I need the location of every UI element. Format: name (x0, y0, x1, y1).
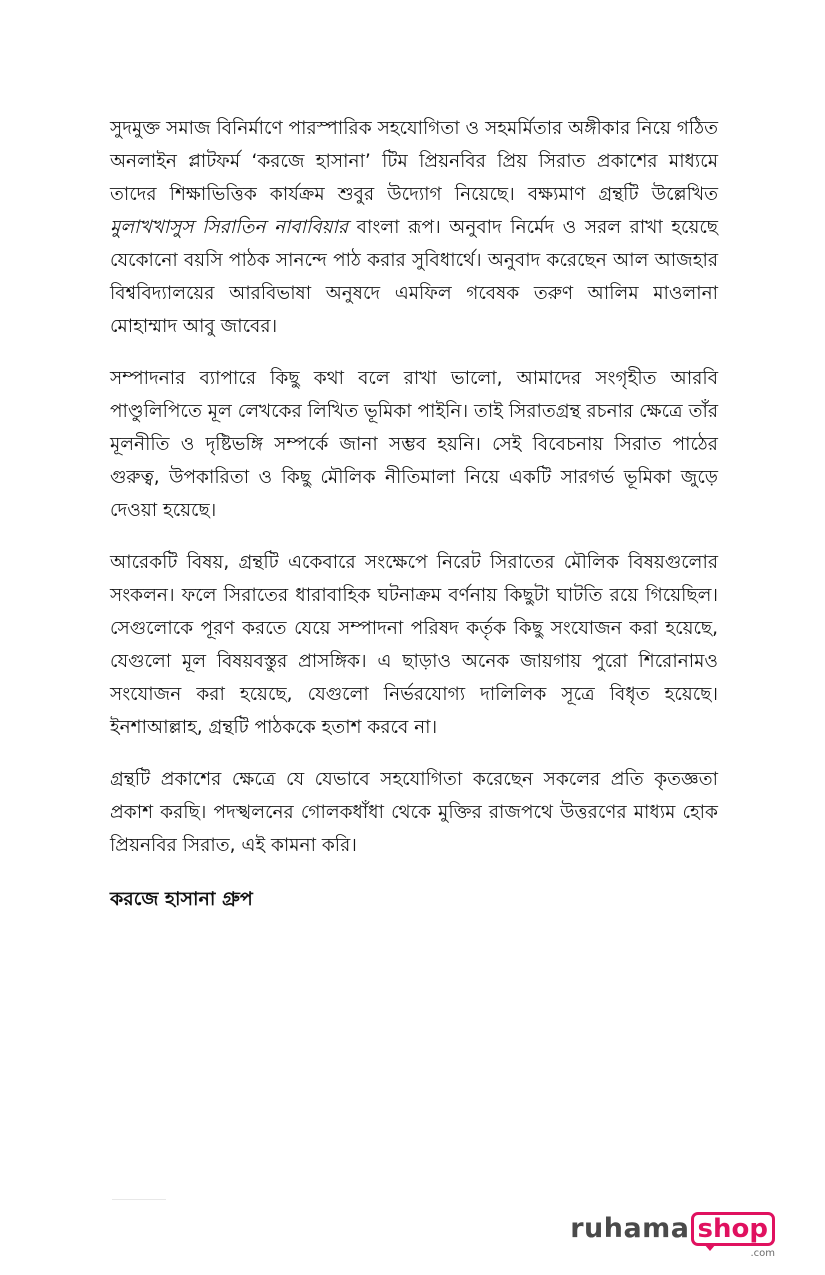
preface-text (110, 112, 718, 914)
ruhamashop-logo (570, 1212, 775, 1260)
book-title-italic: মুলাখখাসুস সিরাতিন নাবাবিয়ার (110, 217, 349, 238)
paragraph-1-end: বাংলা রূপ। অনুবাদ নির্মেদ ও সরল রাখা হয়েছে যেকোনো বয়সি পাঠক সানন্দে পাঠ করার সুবিধার্থে। অনুবাদ করেছেন আল আজহার বিশ্ববিদ্যালয়ের আরবিভাষা অনুষদে এমফিল গবেষক তরুণ আলিম মাওলানা মোহাম্মাদ আবু জাবের। (110, 217, 719, 337)
logo-domain-text: .com (750, 1248, 775, 1259)
logo-shop-group (691, 1212, 775, 1260)
footer-divider (112, 1199, 166, 1200)
paragraph-4: গ্রন্থটি প্রকাশের ক্ষেত্রে যে যেভাবে সহযোগিতা করেছেন সকলের প্রতি কৃতজ্ঞতা প্রকাশ করছি। পদস্খলনের গোলকধাঁধা থেকে মুক্তির রাজপথে উত্তরণের মাধ্যম হোক প্রিয়নবির সিরাত, এই কামনা করি। (110, 769, 718, 856)
paragraph-1 (110, 112, 718, 343)
signature: করজে হাসানা গ্রুপ (110, 888, 253, 910)
paragraph-1-start: সুদমুক্ত সমাজ বিনির্মাণে পারস্পারিক সহযোগিতা ও সহমর্মিতার অঙ্গীকার নিয়ে গঠিত অনলাইন প্লাটফর্ম ‘করজে হাসানা’ টিম প্রিয়নবির প্রিয় সিরাত প্রকাশের মাধ্যমে তাদের শিক্ষাভিত্তিক কার্যক্রম শুবুর উদ্যোগ নিয়েছে। বক্ষ্যমাণ গ্রন্থটি উল্লেখিত (110, 118, 718, 205)
logo-shop-badge: shop (691, 1212, 775, 1246)
paragraph-3: আরেকটি বিষয়, গ্রন্থটি একেবারে সংক্ষেপে নিরেট সিরাতের মৌলিক বিষয়গুলোর সংকলন। ফলে সিরাতের ধারাবাহিক ঘটনাক্রম বর্ণনায় কিছুটা ঘাটতি রয়ে গিয়েছিল। সেগুলোকে পূরণ করতে যেয়ে সম্পাদনা পরিষদ কর্তৃক কিছু সংযোজন করা হয়েছে, যেগুলো মূল বিষয়বস্তুর প্রাসঙ্গিক। এ ছাড়াও অনেক জায়গায় পুরো শিরোনামও সংযোজন করা হয়েছে, যেগুলো নির্ভরযোগ্য দালিলিক সূত্রে বিধৃত হয়েছে। ইনশাআল্লাহ, গ্রন্থটি পাঠককে হতাশ করবে না। (110, 552, 718, 738)
paragraph-2: সম্পাদনার ব্যাপারে কিছু কথা বলে রাখা ভালো, আমাদের সংগৃহীত আরবি পাণ্ডুলিপিতে মূল লেখকের লিখিত ভূমিকা পাইনি। তাই সিরাতগ্রন্থ রচনার ক্ষেত্রে তাঁর মূলনীতি ও দৃষ্টিভঙ্গি সম্পর্কে জানা সম্ভব হয়নি। সেই বিবেচনায় সিরাত পাঠের গুরুত্ব, উপকারিতা ও কিছু মৌলিক নীতিমালা নিয়ে একটি সারগর্ভ ভূমিকা জুড়ে দেওয়া হয়েছে। (110, 368, 718, 521)
logo-main-text: ruhama (570, 1213, 690, 1244)
